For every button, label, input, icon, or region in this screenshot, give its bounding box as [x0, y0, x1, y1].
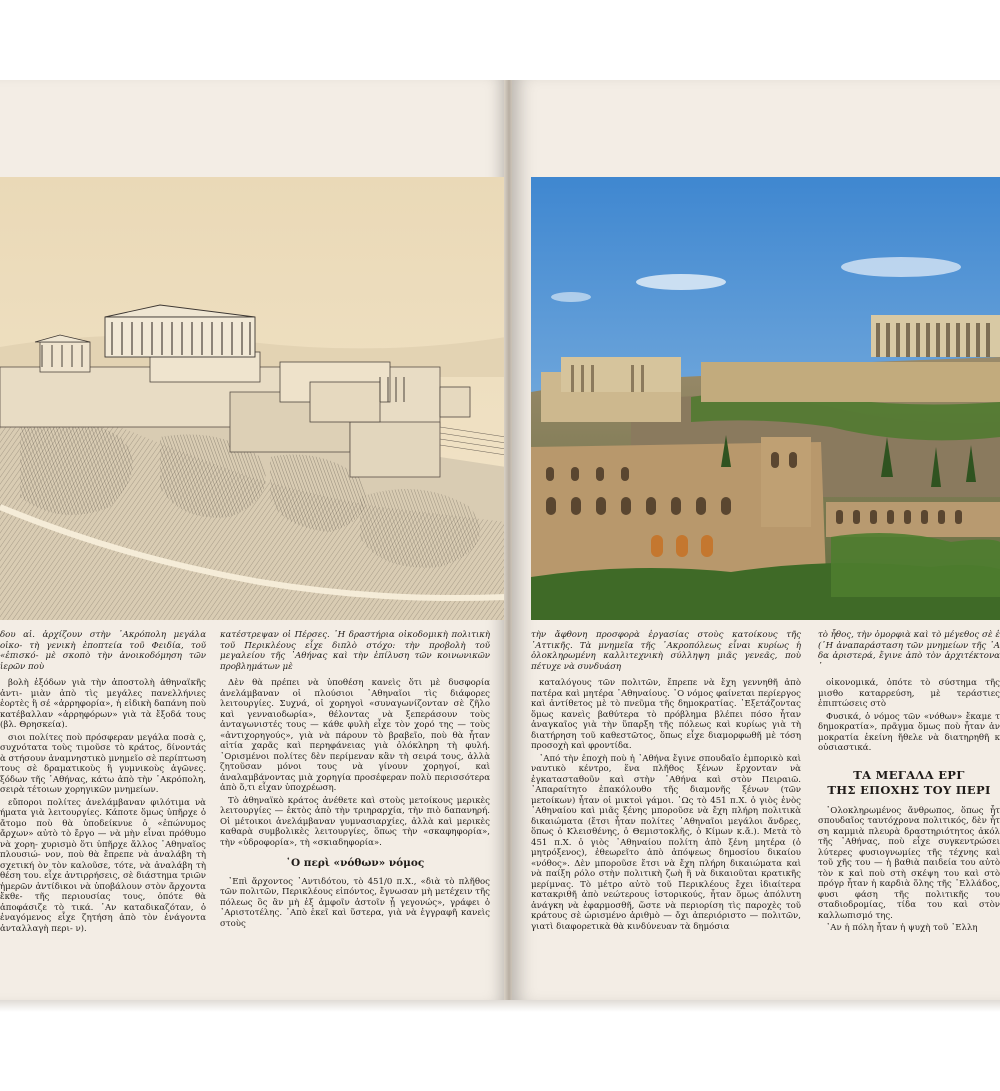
left-column-2 [220, 630, 490, 931]
paragraph: Φυσικά, ὁ νόμος τῶν «νόθων» ἔκαμε τ δημοκρατία», πρᾶγμα ὅμως ποὺ ἦταν ἀν μοκρατία ἐκείνη ἤθελε νὰ διατηρηθῆ κ οὐσιαστικά. [818, 711, 1000, 753]
right-page [512, 80, 1000, 1000]
right-column-1 [531, 630, 801, 934]
paragraph: σιοι πολίτες ποὺ πρόσφεραν μεγάλα ποσὰ ς, συχνότατα τοὺς τιμοῦσε τὸ κράτος, δίνοντάς ὰ στήσουν ἀναμνηστικὸ μνημεῖο σὲ περίπτωση τους σὲ δραματικοὺς ἢ γυμνικοὺς ἀγῶνες. ξόδων τῆς ᾽Αθήνας, κάτω ἀπὸ τὴν ᾽Ακρόπολη, σειρὰ τέτοιων χορηγικῶν μνημείων. [0, 732, 207, 795]
paragraph: βολὴ ἐξόδων γιὰ τὴν ἀποστολὴ ἀθηναϊκῆς ἀντι- μιὰν ἀπὸ τὶς μεγάλες πανελλήνιες ἑορτὲς ἢ σέ «ἀρρηφορία», ἡ εἰδικὴ δαπάνη ποὺ κατέβαλλαν «ἀρρηφόρων» γιὰ τὰ ἔξοδά τους (βλ. Θρησκεία). [0, 678, 206, 730]
heading-line-1: ΤΑ ΜΕΓΑΛΑ ΕΡΓ [853, 767, 965, 782]
paragraph: οἰκονομικά, ὁπότε τὸ σύστημα τῆς μισθο καταρρεύση, μὲ τεράστιες ἐπιπτώσεις στὸ [818, 678, 1000, 709]
acropolis-drawing-image [0, 177, 506, 620]
paragraph: ᾽Επὶ ἄρχοντος ᾽Αντιδότου, τὸ 451/0 π.Χ., «διὰ τὸ πλῆθος τῶν πολιτῶν, Περικλέους εἰπόντος, ἔγνωσαν μὴ μετέχειν τῆς πόλεως ὃς ἂν μὴ ἐξ ἀμφοῖν ἀστοῖν ᾖ γεγονώς», γράφει ὁ ᾽Αριστοτέλης. ᾽Απὸ ἐκεῖ καὶ ὕστερα, γιὰ νὰ ἐγγραφῆ κανεὶς στοὺς [220, 876, 490, 929]
section-heading: ῾Ο περὶ «νόθων» νόμος [285, 857, 425, 869]
caption-text: τὸ ἦθος, τὴν ὁμορφιὰ καὶ τὸ μέγεθος σὲ ἐ (῾Η ἀναπαράσταση τῶν μνημείων τῆς ᾽Α δα ἀριστερά, ἔγινε ἀπὸ τὸν ἀρχιτέκτονα ᾽ [818, 630, 1000, 672]
paragraph: εὔποροι πολίτες ἀνελάμβαναν φιλότιμα νὰ ήματα γιὰ λειτουργίες. Κάποτε ὅμως ὑπῆρχε ὁ ἄτομο ποὺ θὰ ὑποδείκνυε ὁ «ἐπώνυμος ἄρχων» αὐτὸ τὸ ἔργο — νὰ μὴν εἶναι πρόθυμο νὰ χορη- χυρισμὸ ὅτι ὑπῆρχε ἄλλος ᾽Αθηναῖος πλουσιώ- νον, ποὺ θὰ ἔπρεπε νὰ ἀναλάβη τὴ σχετική ὸν τὸν καλοῦσε, τότε, νὰ ἀναλάβη τὴ θέση του. εἶχε ἀντιρρήσεις, σὲ διάστημα τριῶν ἡμερῶν ἀντίδικοι νὰ ὑποβάλουν στὸν ἄρχοντα ἔκθε- τῆς περιουσίας τους, ὁπότε θὰ ἀποφάσιζε τὸ τικά. ᾽Αν καταδικαζόταν, ὁ ἐναγόμενος εἶχε ζητήση ἀπὸ τὸν ἐνάγοντα ἀνταλλαγὴ περι- ν). [0, 797, 206, 934]
acropolis-photo-image [531, 177, 1000, 620]
left-column-1 [0, 630, 206, 936]
paragraph: ᾽Από τὴν ἐποχὴ ποὺ ἡ ᾽Αθήνα ἔγινε σπουδαῖο ἐμπορικὸ καὶ ναυτικὸ κέντρο, ἕνα πλῆθος ξένων ἔρχονταν νὰ ἐγκατασταθοῦν καὶ στὴν ᾽Αθήνα καὶ στὸν Πειραιῶ. ᾽Απαραίτητο ἐπακόλουθο τῆς διαμονῆς ξένων (τῶν μετοίκων) ἦταν οἱ μικτοὶ γάμοι. ῾Ως τὸ 451 π.Χ. ὁ γιὸς ἑνὸς ᾽Αθηναίου καὶ μιᾶς ξένης μποροῦσε νὰ ἔχη πλήρη πολιτικὰ δικαιώματα (ἔτσι ἦταν πολίτες ᾽Αθηναῖοι μεγάλοι ἄνδρες, ὅπως ὁ Κλεισθένης, ὁ Θεμιστοκλῆς, ὁ Κίμων κ.ἄ.). Μετὰ τὸ 451 π.Χ. ὁ γιὸς ᾽Αθηναίου πολίτη ἀπὸ ξένη μητέρα (ὁ μητρόξενος), ἐθεωρεῖτο ἀπὸ ἀπόψεως δημοσίου δικαίου «νόθος». Δὲν μποροῦσε ἔτσι νὰ ἔχη πλήρη δικαιώματα καὶ νὰ παίξη ρόλο στὴν πολιτικὴ ζωὴ ἢ νὰ δικαιοῦται κρατικῆς μερίμνας. Τὸ μέτρο αὐτὸ τοῦ Περικλέους ἔχει ἰδιαίτερα κατακριθῆ ἀπὸ νεώτερους ἱστορικούς, ἦταν ὅμως ἀπόλυτη ἀνάγκη νὰ ἐφαρμοσθῆ, ὥστε νὰ περιορίση τὶς παροχὲς τοῦ κράτους σὲ ὡρισμένο ἀριθμὸ — ὄχι ἀπεριόριστο — πολιτῶν, γιατὶ διαφορετικὰ θὰ κινδύνευαν τὰ δημόσια [531, 753, 801, 932]
paragraph: ῾Ολοκληρωμένος ἄνθρωπος, ὅπως ἦτ σπουδαῖος ταυτόχρονα πολιτικός, δὲν ἦτ ση καμμιὰ πλευρὰ δραστηριότητος ἀκόλ τῆς ᾽Αθήνας, ποὺ εἶχε συγκεντρώσει λύτερες φυσιογνωμίες τῆς τέχνης καὶ τοῦ χῆς του — ἡ βαθιὰ παιδεία του αὐτὸ τὸν κ καὶ ποὺ στὴ σκέψη του καὶ στὸ πρόγρ ἦταν ἡ καρδιὰ ὅλης τῆς ῾Ελλάδος, φυσι φάση τῆς πολιτικῆς του σταδιοδρομίας, τίδα του καὶ στὸν καλλωπισμό της. [818, 805, 1000, 921]
paragraph: καταλόγους τῶν πολιτῶν, ἔπρεπε νὰ ἔχη γεννηθῆ ἀπὸ πατέρα καὶ μητέρα ᾽Αθηναίους. ᾽Ο νόμος φαίνεται περίεργος καὶ ἀντίθετος μὲ τὸ πνεῦμα τῆς δημοκρατίας. ᾽Εξετάζοντας ὅμως κανεὶς βαθύτερα τὸ πρόβλημα βλέπει πόσο ἦταν ἀναγκαῖος γιὰ τὴν ὕπαρξη τῆς πόλεως καὶ κυρίως γιὰ τὴ διατήρηση τοῦ καθεστῶτος, ὅπως εἶχε διαμορφωθῆ μὲ τόση προσοχὴ καὶ φροντίδα. [531, 678, 801, 751]
caption-text: κατέστρεψαν οἱ Πέρσες. ᾽Η δραστήρια οἰκοδομικὴ πολιτικὴ τοῦ Περικλέους εἶχε διπλὸ στόχο: τὴν προβολὴ τοῦ μεγαλείου τῆς ᾽Αθήνας καὶ τὴν ἐπίλυση τῶν κοινωνικῶν προβλημάτων μὲ [220, 630, 490, 672]
page-shadow [0, 1000, 1000, 1012]
paragraph: ᾽Αν ἡ πόλη ἦταν ἡ ψυχὴ τοῦ ῾Ελλη [826, 923, 978, 933]
right-column-2 [818, 630, 1000, 936]
caption-text: δου αἰ. ἀρχίζουν στὴν ᾽Ακρόπολη μεγάλα οἰκο- τὴ γενικὴ ἐποπτεία τοῦ Φειδία, τοῦ «ἐπισκό- μὲ σκοπὸ τὴν ἀνοικοδόμηση τῶν ἱερῶν ποὺ [0, 630, 206, 672]
caption-text: τὴν ἄφθονη προσφορὰ ἐργασίας στοὺς κατοίκους τῆς ᾽Αττικῆς. Τὰ μνημεῖα τῆς ᾽Ακροπόλεως εἶναι κυρίως ἡ ὁλοκληρωμένη καλλιτεχνικὴ σύλληψη μιᾶς γενεᾶς, ποὺ πέτυχε νὰ συνδυάση [531, 630, 801, 672]
left-page [0, 80, 506, 1000]
heading-line-2: ΤΗΣ ΕΠΟΧΗΣ ΤΟΥ ΠΕΡΙ [827, 782, 991, 797]
section-heading [818, 768, 1000, 798]
paragraph: Δὲν θὰ πρέπει νὰ ὑποθέση κανεὶς ὅτι μὲ δυσφορία ἀνελάμβαναν οἱ πλούσιοι ᾽Αθηναῖοι τὶς διάφορες λειτουργίες. Συχνά, οἱ χορηγοὶ «συναγωνίζονταν σὲ ζῆλο καὶ γενναιοδωρία», θέλοντας νὰ ξεπεράσουν τοὺς ἀνταγωνιστές τους — κάθε φυλὴ εἶχε τὸν χορό της — τοὺς «ἀντιχορηγούς», γιὰ νὰ πάρουν τὸ βραβεῖο, ποὺ θὰ ἦταν αἰτία χαρᾶς καὶ περηφάνειας γιὰ ὁλόκληρη τὴ φυλή. ᾽Ορισμένοι πολίτες δὲν περίμεναν κἂν τὴ σειρά τους, ἀλλὰ ζητοῦσαν μόνοι τους νὰ γίνουν χορηγοί, καὶ ἀναλαμβάνοντας μιὰ χορηγία προσέφεραν πολὺ περισσότερα ἀπὸ ὅ,τι εἶχαν ὑποχρέωση. [220, 678, 490, 793]
paragraph: Τὸ ἀθηναϊκὸ κράτος ἀνέθετε καὶ στοὺς μετοίκους μερικὲς λειτουργίες — ἐκτὸς ἀπὸ τὴν τριηραρχία, τὴν πιὸ δαπανηρή. Οἱ μέτοικοι ἀνελάμβαναν γυμνασιαρχίες, ἀλλὰ καὶ μερικὲς καθαρὰ συμβολικὲς λειτουργίες, ὅπως τὴν «σκαφηφορία», τὴν «ὑδροφορία», τὴ «σκιαδηφορία». [220, 795, 490, 848]
